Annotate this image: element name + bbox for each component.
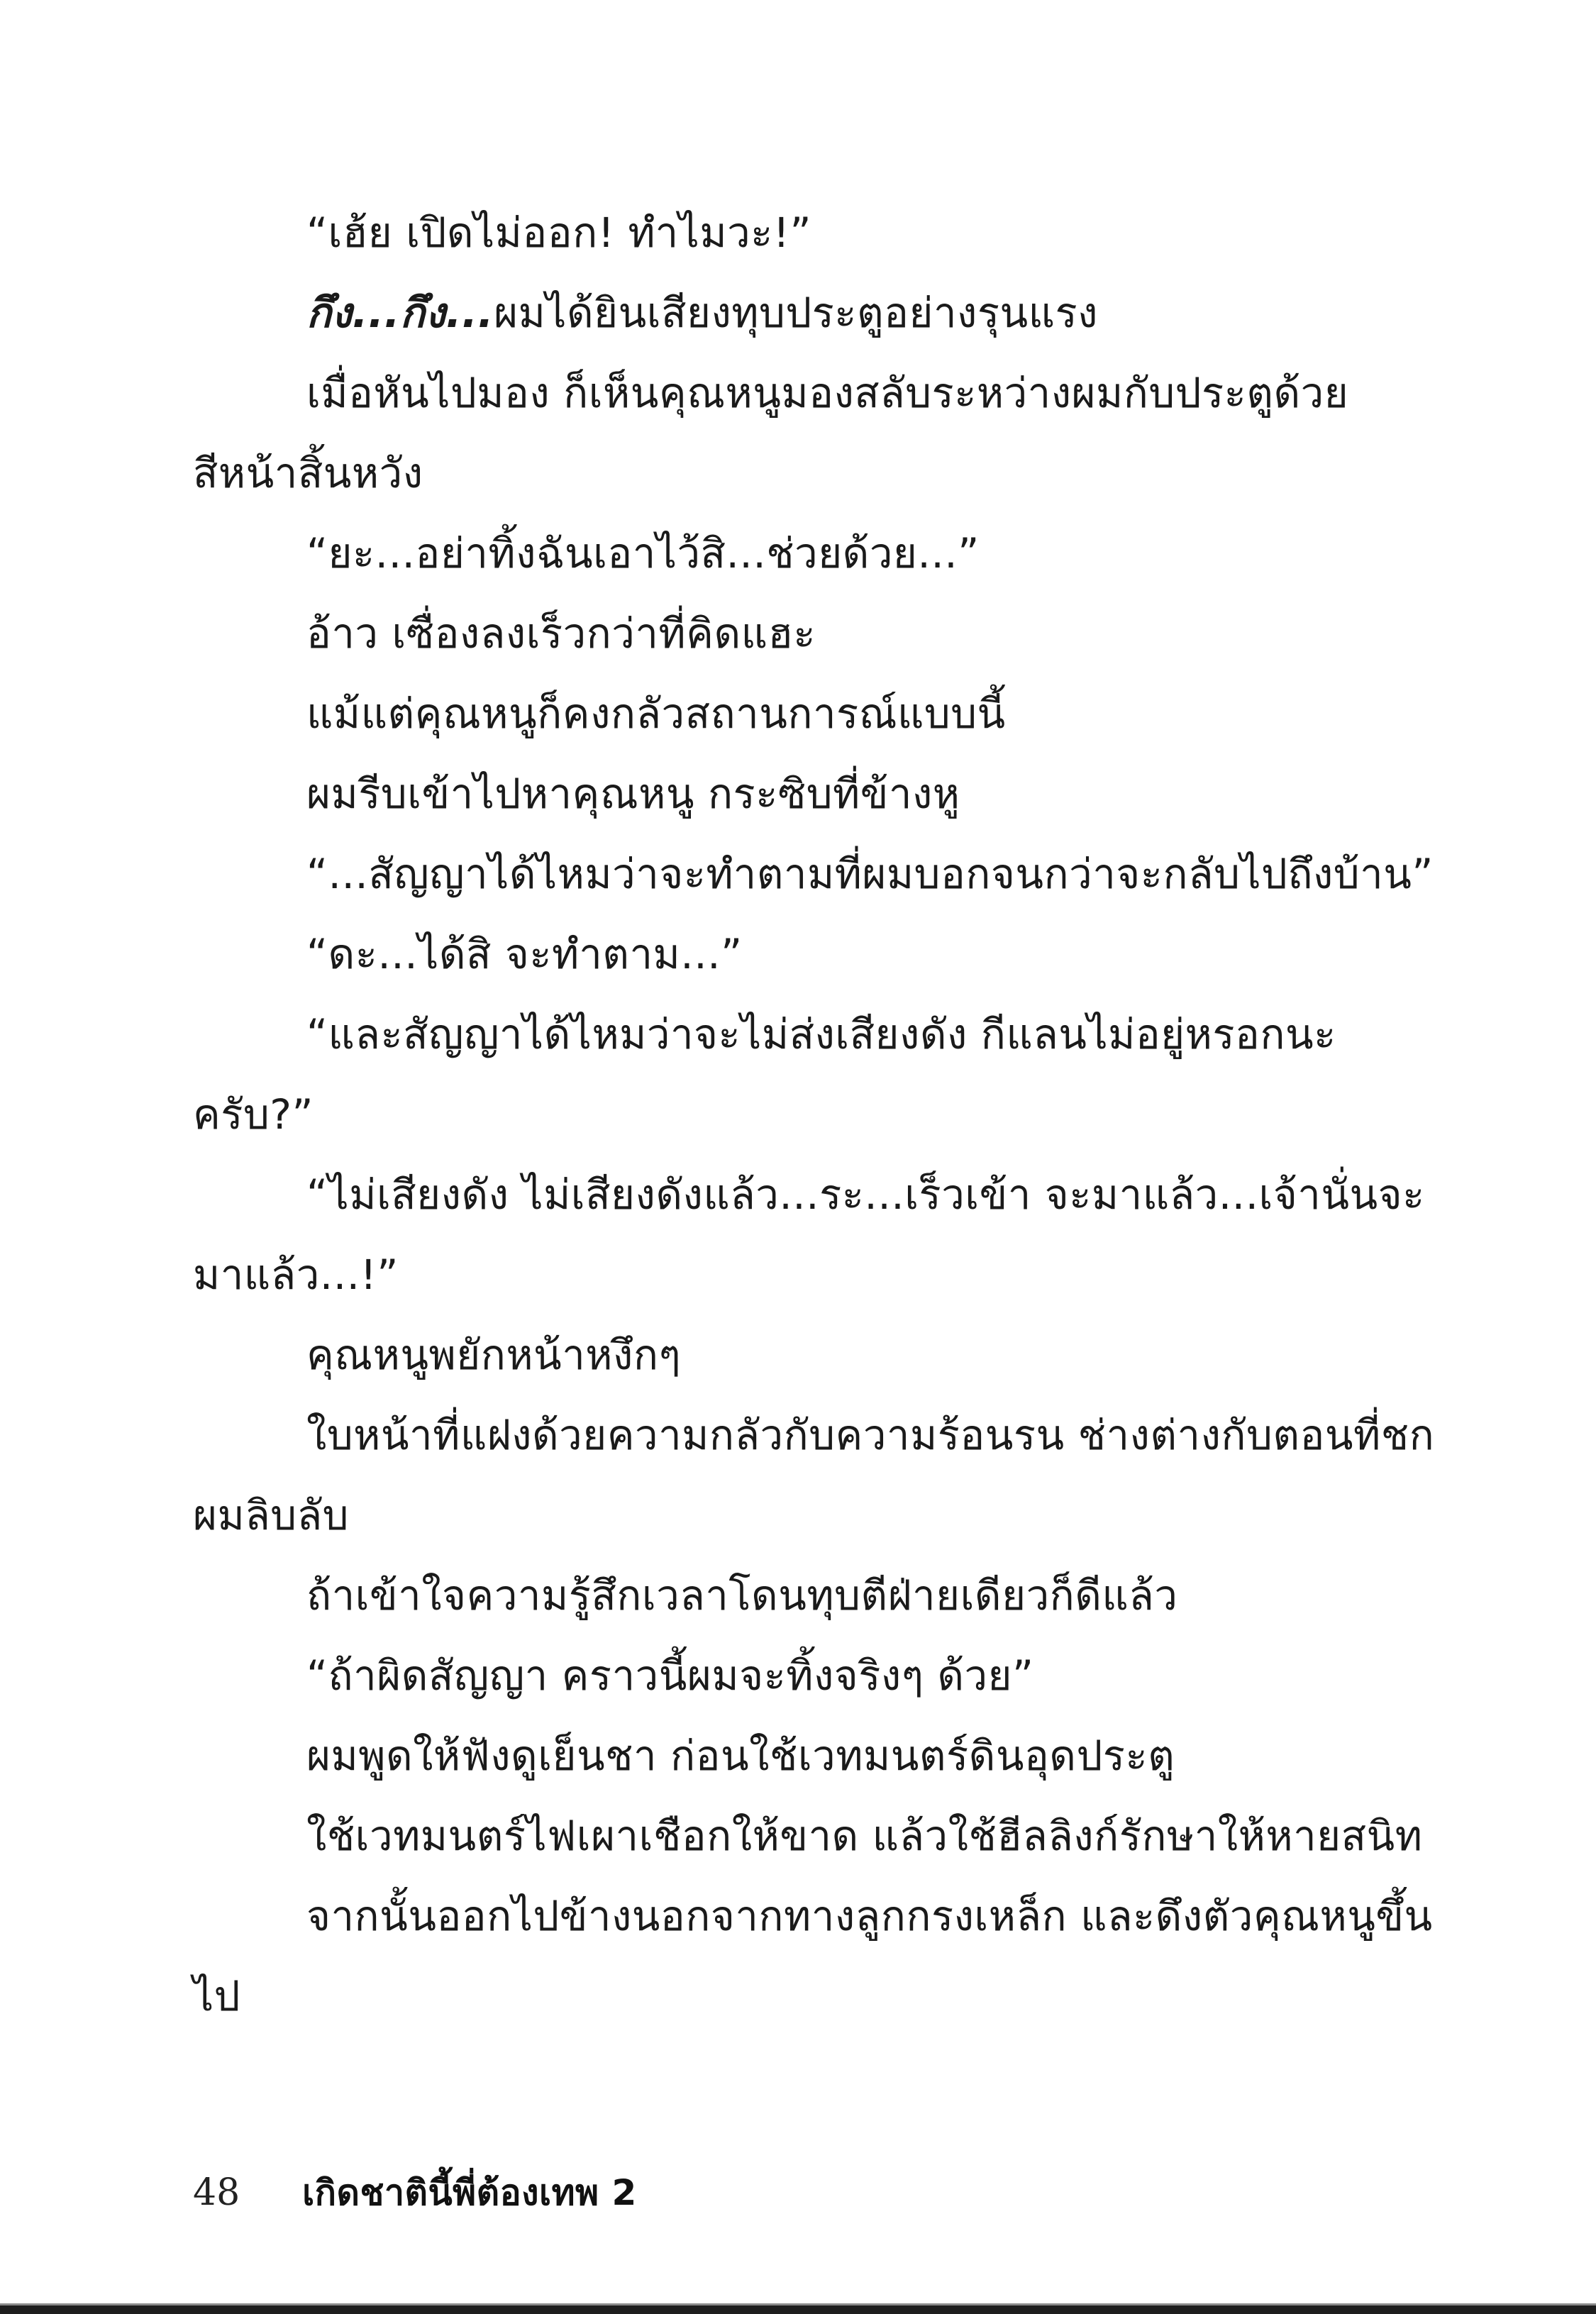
line-text: จากนั้นออกไปข้างนอกจากทางลูกกรงเหล็ก และดึงตัวคุณหนูขึ้น (306, 1892, 1433, 1940)
line-emphasis-text: กึง...กึง... (306, 289, 494, 337)
text-line (193, 834, 1475, 914)
text-line (193, 1796, 1475, 1876)
text-line (193, 353, 1475, 433)
page-footer (193, 2165, 637, 2221)
line-text: เมื่อหันไปมอง ก็เห็นคุณหนูมองสลับระหว่างผมกับประตูด้วย (306, 369, 1349, 417)
text-line (193, 193, 1475, 273)
text-line (193, 514, 1475, 594)
text-line (193, 1556, 1475, 1636)
page-number: 48 (193, 2171, 240, 2214)
line-text: ครับ?” (193, 1090, 314, 1139)
line-text: ผมลิบลับ (193, 1491, 349, 1539)
line-text: “เฮ้ย เปิดไม่ออก! ทำไมวะ!” (306, 209, 812, 257)
text-line (193, 273, 1475, 353)
text-line (193, 1956, 1475, 2037)
text-line (193, 674, 1475, 754)
line-text: ผมรีบเข้าไปหาคุณหนู กระซิบที่ข้างหู (306, 770, 960, 818)
line-text: ไป (193, 1972, 240, 2020)
line-text: ถ้าเข้าใจความรู้สึกเวลาโดนทุบตีฝ่ายเดียวก็ดีแล้ว (306, 1571, 1178, 1620)
text-line (193, 1395, 1475, 1476)
line-text: “...สัญญาได้ไหมว่าจะทำตามที่ผมบอกจนกว่าจะกลับไปถึงบ้าน” (306, 850, 1434, 898)
line-text: แม้แต่คุณหนูก็คงกลัวสถานการณ์แบบนี้ (306, 690, 1006, 738)
text-line (193, 1155, 1475, 1235)
line-text: “ยะ...อย่าทิ้งฉันเอาไว้สิ...ช่วยด้วย...” (306, 529, 980, 577)
line-text: “และสัญญาได้ไหมว่าจะไม่ส่งเสียงดัง กีแลนไม่อยู่หรอกนะ (306, 1010, 1336, 1058)
text-line (193, 433, 1475, 514)
text-line (193, 754, 1475, 834)
line-text: ผมพูดให้ฟังดูเย็นชา ก่อนใช้เวทมนตร์ดินอุดประตู (306, 1732, 1175, 1780)
text-line (193, 1876, 1475, 1956)
text-line (193, 1636, 1475, 1716)
bottom-bar (0, 2303, 1596, 2314)
text-line (193, 1075, 1475, 1155)
text-line (193, 995, 1475, 1075)
text-line (193, 1716, 1475, 1796)
line-text: คุณหนูพยักหน้าหงึกๆ (306, 1331, 682, 1379)
line-text: สีหน้าสิ้นหวัง (193, 449, 423, 497)
line-text: มาแล้ว...!” (193, 1251, 399, 1299)
line-text: อ้าว เซื่องลงเร็วกว่าที่คิดแฮะ (306, 609, 816, 658)
text-line (193, 594, 1475, 674)
line-text: “ดะ...ได้สิ จะทำตาม...” (306, 930, 743, 978)
line-text: ผมได้ยินเสียงทุบประตูอย่างรุนแรง (494, 289, 1098, 337)
line-text: “ไม่เสียงดัง ไม่เสียงดังแล้ว...ระ...เร็วเข้า จะมาแล้ว...เจ้านั่นจะ (306, 1170, 1425, 1219)
line-text: ใบหน้าที่แฝงด้วยความกลัวกับความร้อนรน ช่างต่างกับตอนที่ชก (306, 1411, 1435, 1459)
text-line (193, 1315, 1475, 1395)
text-line (193, 1235, 1475, 1315)
line-text: ใช้เวทมนตร์ไฟเผาเชือกให้ขาด แล้วใช้ฮีลลิงก์รักษาให้หายสนิท (306, 1812, 1423, 1860)
line-text: “ถ้าผิดสัญญา คราวนี้ผมจะทิ้งจริงๆ ด้วย” (306, 1651, 1034, 1700)
text-line (193, 914, 1475, 995)
text-line (193, 1476, 1475, 1556)
page-text (193, 193, 1475, 2037)
book-title: เกิดชาตินี้พี่ต้องเทพ 2 (302, 2172, 637, 2213)
